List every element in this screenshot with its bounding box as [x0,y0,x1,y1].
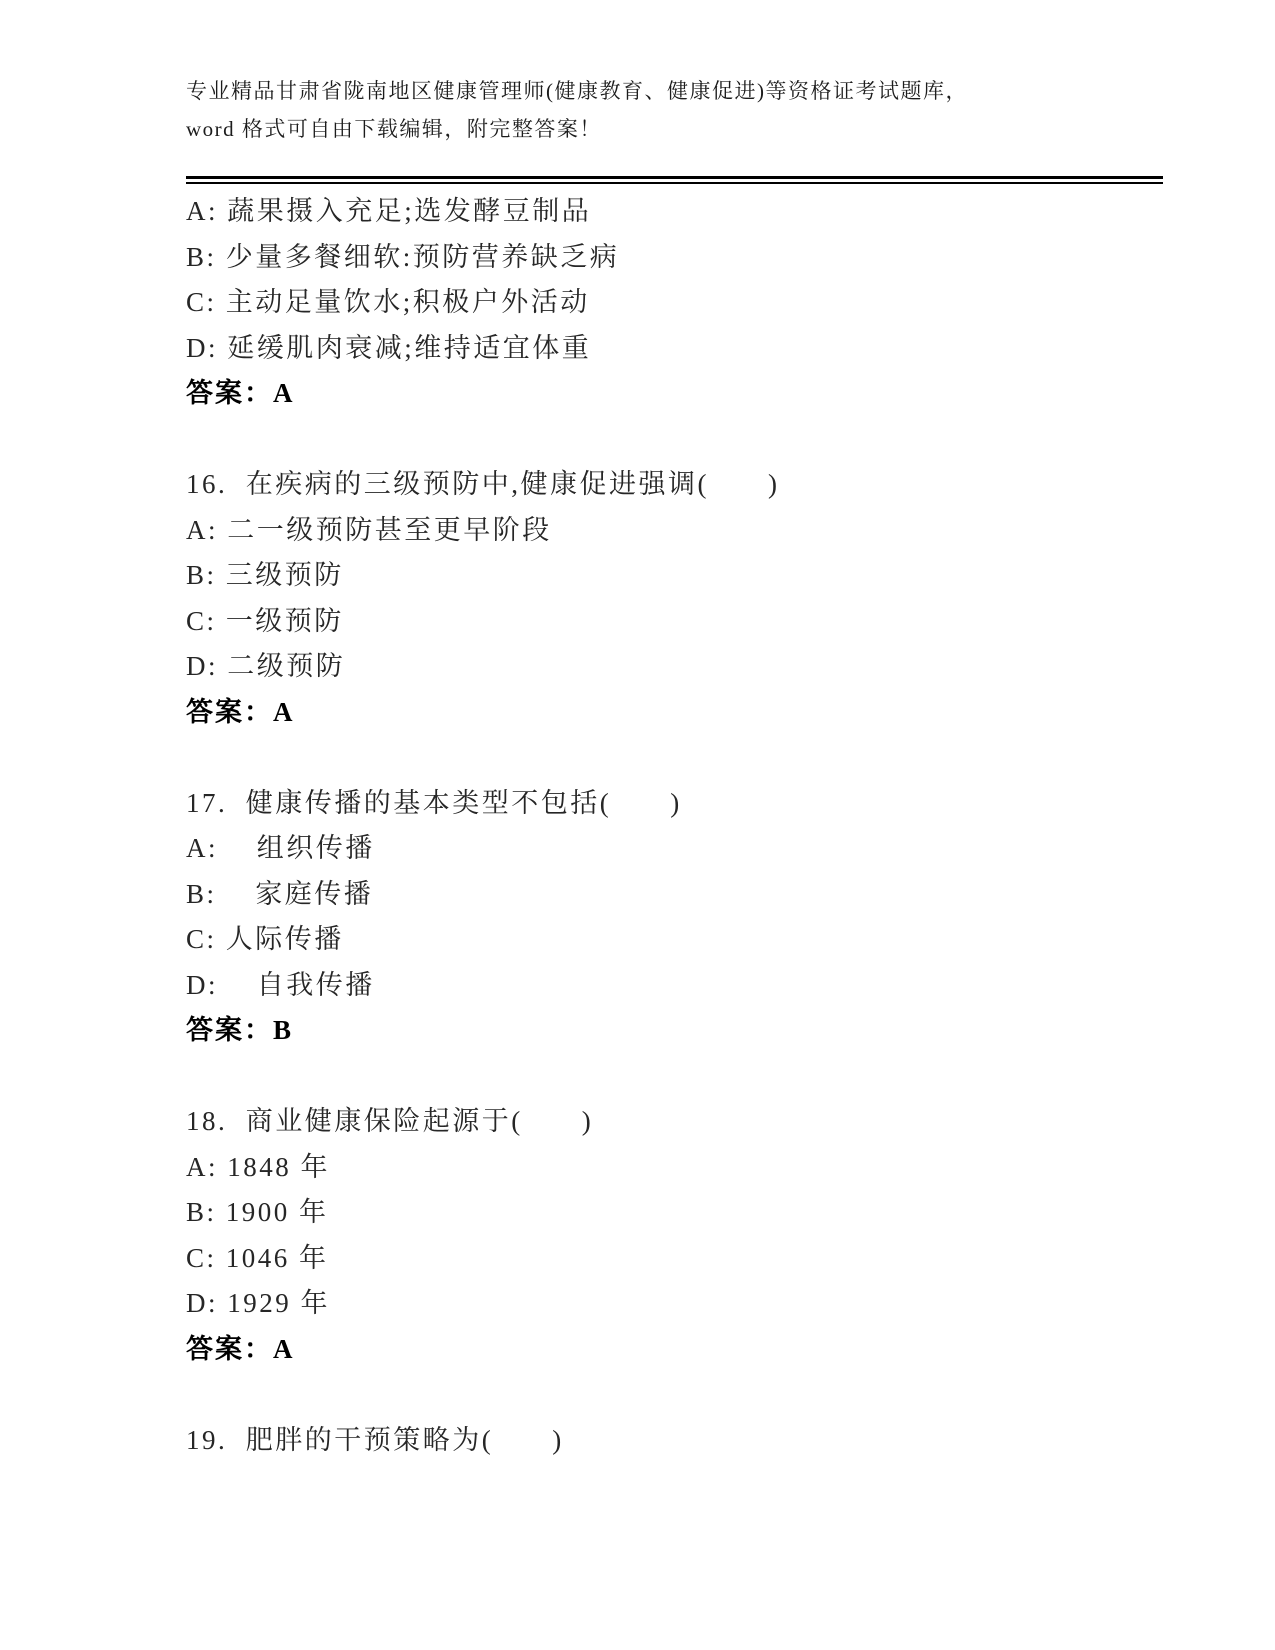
question-list [186,189,1166,1463]
header-line-2: word 格式可自由下载编辑，附完整答案！ [186,117,602,141]
option-line-a: A: 蔬果摄入充足;选发酵豆制品 [186,196,592,226]
option-line-c: C: 1046 年 [186,1242,329,1273]
answer-line: 答案：A [186,378,295,408]
option-line-d: D: 二级预防 [186,651,346,681]
question-block [186,1418,1166,1464]
question-text: 16. 在疾病的三级预防中,健康促进强调( ) [186,469,780,499]
option-line-b: B: 少量多餐细软:预防营养缺乏病 [186,241,620,272]
question-text: 17. 健康传播的基本类型不包括( ) [186,787,682,818]
page-header [186,72,1106,148]
header-line-1: 专业精品甘肃省陇南地区健康管理师(健康教育、健康促进)等资格证考试题库， [186,79,968,103]
option-line-a: A: 1848 年 [186,1151,330,1182]
option-line-c: C: 一级预防 [186,605,344,636]
option-line-c: C: 主动足量饮水;积极户外活动 [186,287,590,317]
question-text: 19. 肥胖的干预策略为( ) [186,1424,564,1455]
question-block [186,1099,1166,1372]
block-spacer [186,735,1166,781]
answer-line: 答案：A [186,696,295,727]
option-line-a: A: 二一级预防甚至更早阶段 [186,514,552,545]
option-line-d: D: 1929 年 [186,1288,330,1318]
answer-line: 答案：B [186,1015,294,1045]
option-line-d: D: 延缓肌肉衰减;维持适宜体重 [186,332,592,363]
block-spacer [186,1054,1166,1100]
option-line-d: D: 自我传播 [186,969,375,1000]
question-block [186,462,1166,735]
option-line-c: C: 人际传播 [186,924,344,954]
header-divider-line [186,176,1163,184]
block-spacer [186,1372,1166,1418]
option-line-a: A: 组织传播 [186,833,375,863]
question-block [186,781,1166,1054]
option-line-b: B: 1900 年 [186,1197,329,1227]
question-block [186,189,1166,417]
option-line-b: B: 三级预防 [186,560,344,590]
question-text: 18. 商业健康保险起源于( ) [186,1106,594,1136]
option-line-b: B: 家庭传播 [186,878,374,909]
answer-line: 答案：A [186,1333,295,1364]
block-spacer [186,417,1166,463]
